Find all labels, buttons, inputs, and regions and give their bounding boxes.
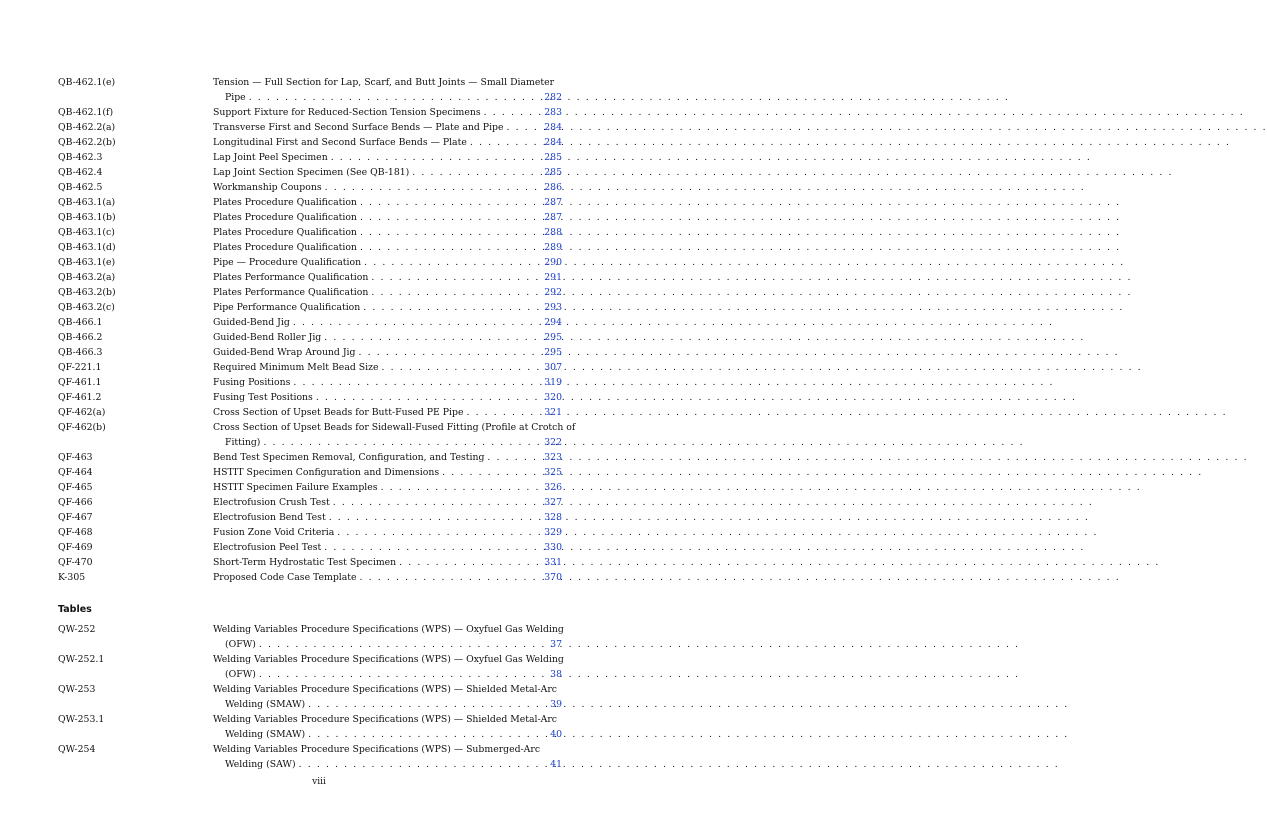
entry-title [213,300,525,315]
entry-title-line: Electrofusion Peel Test [213,542,322,553]
dot-leader [326,510,1090,525]
dot-leader [322,180,1086,195]
entry-code: QW-253.1 [58,714,105,725]
entry-title-line: (OFW) [225,669,256,680]
entry-page-link[interactable]: 287 [544,212,562,223]
entry-code: QW-252 [58,624,96,635]
dot-leader [321,540,1085,555]
dot-leader [361,255,1125,270]
dot-leader [368,285,1132,300]
entry-title [213,240,525,255]
entry-page-link[interactable]: 327 [544,497,562,508]
entry-title-line: Fusion Zone Void Criteria [213,527,335,538]
entry-page-link[interactable]: 323 [544,452,562,463]
entry-title [213,210,525,225]
dot-leader [260,435,1024,450]
dot-leader [246,90,1010,105]
entry-title-line: Electrofusion Bend Test [213,512,326,523]
entry-page-link[interactable]: 292 [544,287,562,298]
entry-page-link[interactable]: 329 [544,527,562,538]
dot-leader [305,697,1069,712]
entry-code: QB-463.1(c) [58,227,115,238]
entry-page-link[interactable]: 290 [544,257,562,268]
entry-title-line: Plates Performance Qualification [213,287,369,298]
entry-page-link[interactable]: 284 [544,137,562,148]
entry-title-line: Welding (SMAW) [225,699,306,710]
entry-title-line: Lap Joint Section Specimen (See QB-181) [213,167,410,178]
entry-code: QB-463.2(b) [58,287,116,298]
entry-code: QB-462.2(b) [58,137,116,148]
entry-page-link[interactable]: 325 [544,467,562,478]
dot-leader [357,195,1121,210]
entry-page-link[interactable]: 282 [544,92,562,103]
entry-code: QB-463.2(c) [58,302,115,313]
entry-title-line: Fusing Test Positions [213,392,313,403]
entry-title [213,225,525,240]
entry-page-link[interactable]: 38 [550,669,562,680]
entry-page-link[interactable]: 285 [544,167,562,178]
entry-code: QF-467 [58,512,93,523]
dot-leader [256,637,1020,652]
dot-leader [256,667,1020,682]
entry-code: K-305 [58,572,86,583]
entry-title-line: Welding Variables Procedure Specifications (WPS) — Submerged-Arc [213,744,541,755]
entry-title [213,150,525,165]
entry-code: QW-253 [58,684,96,695]
entry-page-link[interactable]: 320 [544,392,562,403]
dot-leader [334,525,1098,540]
entry-title [213,375,525,390]
entry-code: QF-463 [58,452,93,463]
entry-code: QB-463.2(a) [58,272,116,283]
entry-code: QB-463.1(d) [58,242,116,253]
dot-leader [396,555,1160,570]
entry-title [213,195,525,210]
entry-title-line: Longitudinal First and Second Surface Bends — Plate [213,137,467,148]
entry-page-link[interactable]: 328 [544,512,562,523]
entry-title-line: Welding (SMAW) [225,729,306,740]
entry-title-line: Workmanship Coupons [213,182,322,193]
entry-code: QF-464 [58,467,93,478]
entry-title-line: Plates Procedure Qualification [213,227,357,238]
dot-leader [313,390,1077,405]
entry-page-link[interactable]: 286 [544,182,562,193]
entry-title [213,742,541,772]
entry-title-line: Tension — Full Section for Lap, Scarf, and Butt Joints — Small Diameter [213,77,555,88]
page-footer-number: viii [312,777,326,787]
entry-page-link[interactable]: 287 [544,197,562,208]
entry-page-link[interactable]: 370 [544,572,562,583]
entry-title [213,525,525,540]
entry-page-link[interactable]: 330 [544,542,562,553]
dot-leader [467,135,1231,150]
entry-page-link[interactable]: 322 [544,437,562,448]
entry-page-link[interactable]: 285 [544,152,562,163]
entry-page-link[interactable]: 321 [544,407,562,418]
dot-leader [409,165,1173,180]
entry-code: QB-462.1(e) [58,77,116,88]
dot-leader [290,315,1054,330]
entry-page-link[interactable]: 307 [544,362,562,373]
entry-title [213,105,525,120]
entry-code: QF-462(b) [58,422,106,433]
entry-title-line: Plates Procedure Qualification [213,212,357,223]
entry-title [213,540,525,555]
dot-leader [368,270,1132,285]
entry-code: QF-461.1 [58,377,102,388]
dot-leader [296,757,1060,772]
entry-title-line: Lap Joint Peel Specimen [213,152,328,163]
dot-leader [357,570,1121,585]
entry-title [213,285,525,300]
entry-title-line: Proposed Code Case Template [213,572,357,583]
entry-title [213,480,525,495]
entry-title-line: Cross Section of Upset Beads for Sidewall-Fused Fitting (Profile at Crotch of [213,422,576,433]
entry-title-line: Plates Procedure Qualification [213,242,357,253]
dot-leader [463,405,1227,420]
entry-code: QB-462.4 [58,167,103,178]
entry-page-link[interactable]: 291 [544,272,562,283]
entry-code: QF-466 [58,497,93,508]
entry-title-line: HSTIT Specimen Configuration and Dimensions [213,467,440,478]
dot-leader [378,480,1142,495]
entry-title-line: Welding Variables Procedure Specifications (WPS) — Oxyfuel Gas Welding [213,654,564,665]
entry-title [213,450,525,465]
entry-page-link[interactable]: 331 [544,557,562,568]
entry-title-line: Guided-Bend Roller Jig [213,332,322,343]
entry-title-line: Welding Variables Procedure Specifications (WPS) — Shielded Metal-Arc [213,714,558,725]
entry-title-line: HSTIT Specimen Failure Examples [213,482,378,493]
entry-page-link[interactable]: 326 [544,482,562,493]
entry-title-line: Plates Procedure Qualification [213,197,357,208]
entry-code: QB-463.1(b) [58,212,116,223]
entry-code: QB-462.1(f) [58,107,114,118]
entry-title-line: Pipe — Procedure Qualification [213,257,362,268]
entry-page-link[interactable]: 294 [544,317,562,328]
entry-code: QB-463.1(e) [58,257,116,268]
entry-code: QF-462(a) [58,407,106,418]
entry-code: QB-463.1(a) [58,197,116,208]
entry-title-line: Bend Test Specimen Removal, Configuration, and Testing [213,452,485,463]
entry-title [213,495,525,510]
entry-title [213,465,525,480]
entry-title [213,180,525,195]
entry-title-line: (OFW) [225,639,256,650]
dot-leader [379,360,1143,375]
entry-title-line: Short-Term Hydrostatic Test Specimen [213,557,397,568]
entry-page-link[interactable]: 319 [544,377,562,388]
entry-title [213,510,525,525]
entry-title [213,390,525,405]
entry-title [213,135,525,150]
entry-code: QF-221.1 [58,362,102,373]
entry-title-line: Welding Variables Procedure Specifications (WPS) — Shielded Metal-Arc [213,684,558,695]
entry-title [213,120,525,135]
dot-leader [481,105,1245,120]
entry-title-line: Required Minimum Melt Bead Size [213,362,379,373]
entry-code: QF-469 [58,542,93,553]
entry-code: QB-462.5 [58,182,103,193]
entry-title [213,405,525,420]
entry-title-line: Guided-Bend Wrap Around Jig [213,347,356,358]
tables-heading: Tables [58,604,92,615]
dot-leader [357,225,1121,240]
entry-title-line: Support Fixture for Reduced-Section Tension Specimens [213,107,481,118]
entry-page-link[interactable]: 288 [544,227,562,238]
entry-title [213,555,525,570]
dot-leader [321,330,1085,345]
entry-title-line: Plates Performance Qualification [213,272,369,283]
entry-code: QB-466.2 [58,332,103,343]
entry-code: QF-468 [58,527,93,538]
entry-page-link[interactable]: 39 [550,699,562,710]
entry-code: QF-465 [58,482,93,493]
dot-leader [357,240,1121,255]
entry-code: QB-466.1 [58,317,103,328]
entry-page-link[interactable]: 284 [544,122,562,133]
entry-page-link[interactable]: 295 [544,332,562,343]
entry-code: QF-470 [58,557,93,568]
dot-leader [504,120,1267,135]
entry-title-line: Pipe Performance Qualification [213,302,361,313]
entry-page-link[interactable]: 283 [544,107,562,118]
entry-title [213,345,525,360]
entry-title [213,165,525,180]
entry-title-line: Guided-Bend Jig [213,317,290,328]
entry-code: QF-461.2 [58,392,102,403]
entry-title [213,255,525,270]
entry-title-line: Fitting) [225,437,261,448]
entry-page-link[interactable]: 293 [544,302,562,313]
entry-code: QW-254 [58,744,96,755]
entry-title [213,330,525,345]
entry-code: QB-466.3 [58,347,103,358]
entry-title-line: Fusing Positions [213,377,291,388]
entry-title-line: Pipe [225,92,246,103]
entry-code: QB-462.3 [58,152,103,163]
entry-code: QW-252.1 [58,654,105,665]
dot-leader [357,210,1121,225]
dot-leader [484,450,1248,465]
entry-title [213,570,525,585]
dot-leader [330,495,1094,510]
entry-title [213,315,525,330]
entry-title-line: Electrofusion Crush Test [213,497,330,508]
entry-title [213,360,525,375]
entry-code: QB-462.2(a) [58,122,116,133]
entry-page-link[interactable]: 289 [544,242,562,253]
entry-page-link[interactable]: 40 [550,729,562,740]
entry-title [213,270,525,285]
dot-leader [360,300,1124,315]
entry-title-line: Welding (SAW) [225,759,296,770]
dot-leader [290,375,1054,390]
entry-title-line: Cross Section of Upset Beads for Butt-Fused PE Pipe [213,407,464,418]
entry-page-link[interactable]: 295 [544,347,562,358]
entry-title-line: Transverse First and Second Surface Bends — Plate and Pipe [213,122,504,133]
entry-page-link[interactable]: 41 [550,759,562,770]
dot-leader [328,150,1092,165]
dot-leader [305,727,1069,742]
dot-leader [355,345,1119,360]
entry-page-link[interactable]: 37 [550,639,562,650]
entry-title-line: Welding Variables Procedure Specifications (WPS) — Oxyfuel Gas Welding [213,624,564,635]
